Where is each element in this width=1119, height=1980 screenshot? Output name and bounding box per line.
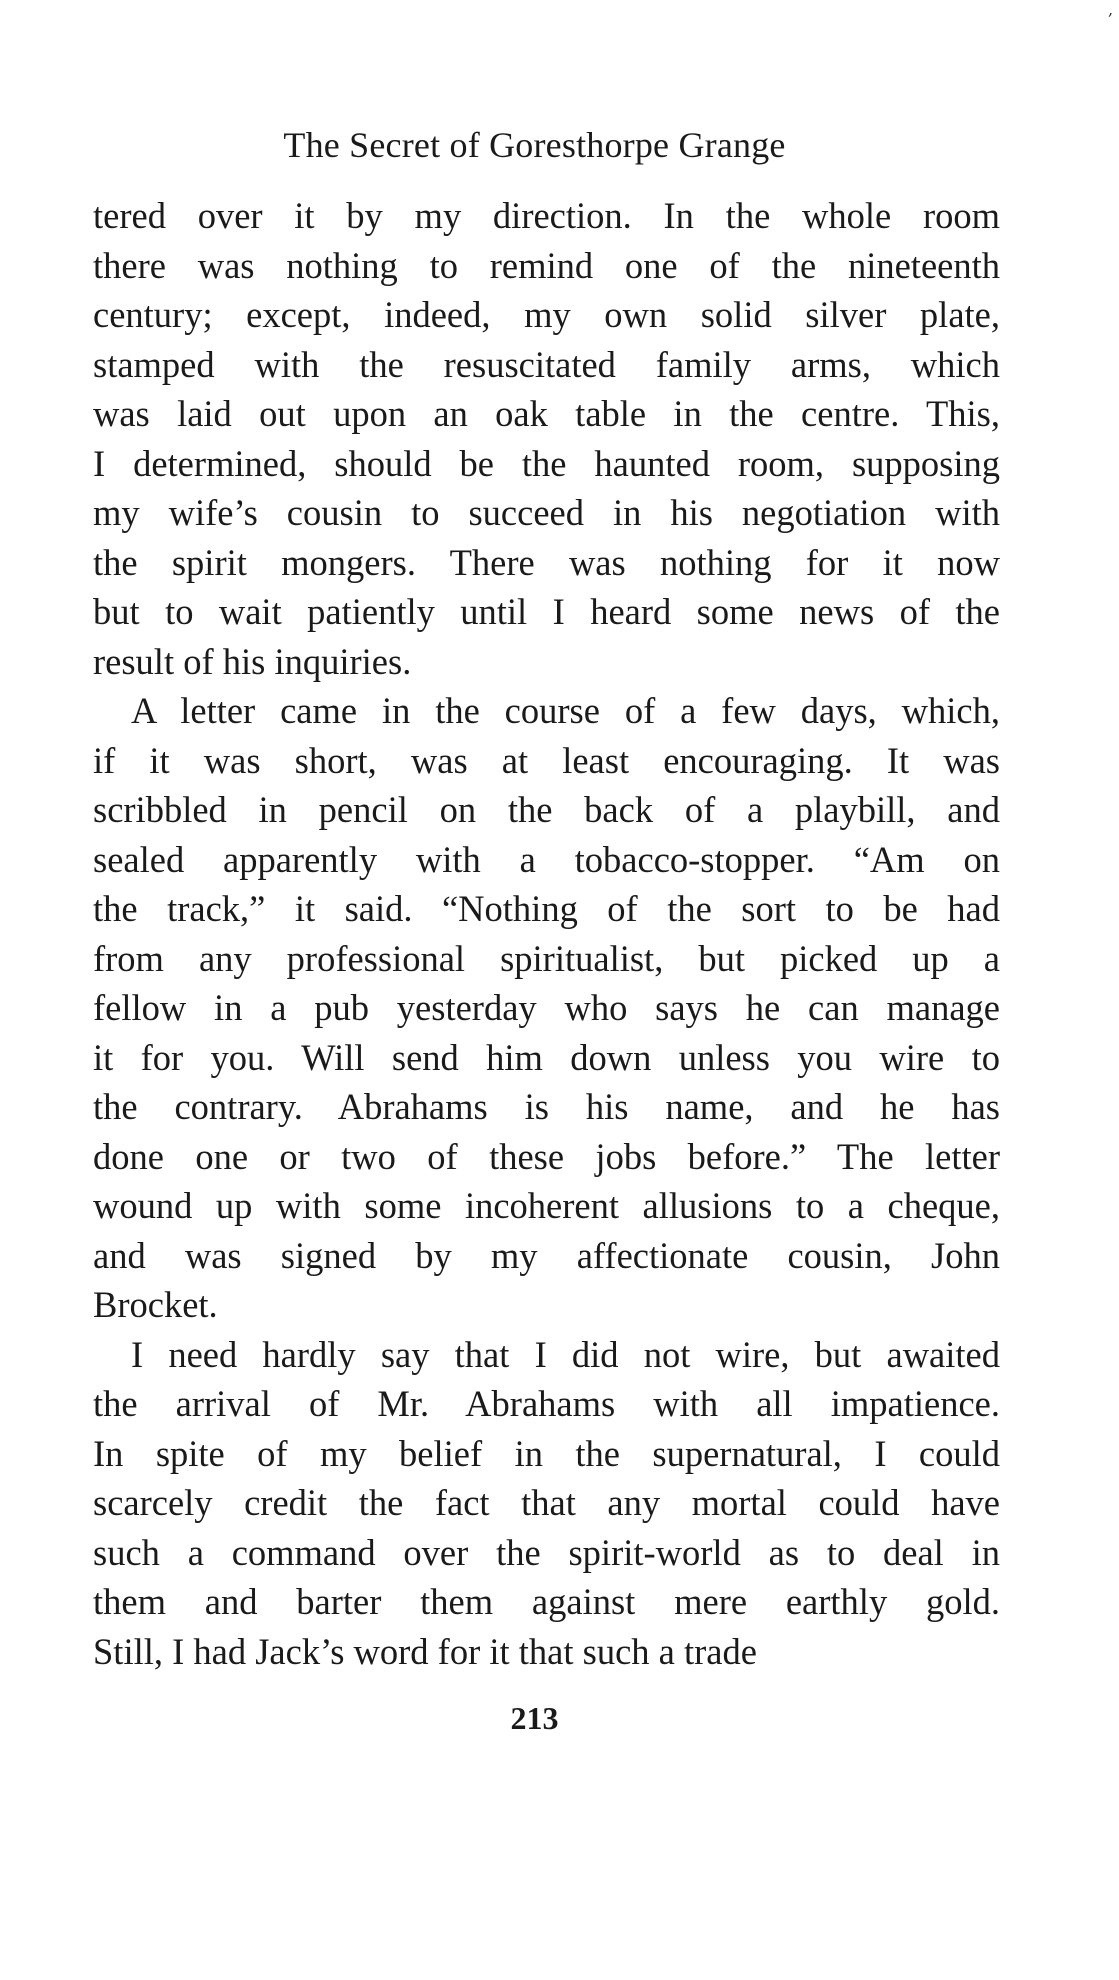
text-line: I need hardly say that I did not wire, but awaited — [131, 1333, 1000, 1375]
text-line: them and barter them against mere earthly gold. — [93, 1581, 1000, 1622]
text-line: tered over it by my direction. In the whole room — [93, 195, 1000, 236]
text-line: In spite of my belief in the supernatural, I could — [93, 1432, 1000, 1474]
text-line: the track,” it said. “Nothing of the sort to be had — [93, 888, 1000, 929]
text-line: Still, I had Jack’s word for it that such a trade — [93, 1630, 757, 1672]
text-line: there was nothing to remind one of the nineteenth — [93, 244, 1000, 286]
text-line: and was signed by my affectionate cousin, John — [93, 1234, 1000, 1276]
text-line: was laid out upon an oak table in the centre. This, — [93, 393, 1000, 434]
text-line: fellow in a pub yesterday who says he can manage — [93, 987, 1000, 1028]
text-line: if it was short, was at least encouraging. It was — [93, 739, 1000, 781]
text-line: the spirit mongers. There was nothing for it now — [93, 541, 1000, 583]
paragraph — [93, 191, 1000, 686]
text-line: A letter came in the course of a few days, which, — [131, 690, 1000, 731]
text-line: it for you. Will send him down unless you wire to — [93, 1036, 1000, 1078]
body-text — [93, 191, 1000, 1676]
text-line: done one or two of these jobs before.” The letter — [93, 1135, 1000, 1177]
text-line: century; except, indeed, my own solid silver plate, — [93, 294, 1000, 335]
text-line: result of his inquiries. — [93, 640, 412, 682]
scan-mark: , — [1108, 0, 1114, 19]
text-line: sealed apparently with a tobacco-stopper. “Am on — [93, 838, 1000, 880]
text-line: scarcely credit the fact that any mortal could have — [93, 1482, 1000, 1523]
paragraph — [93, 1330, 1000, 1677]
text-line: my wife’s cousin to succeed in his negotiation with — [93, 492, 1000, 533]
text-line: such a command over the spirit-world as to deal in — [93, 1531, 1000, 1573]
paragraph — [93, 686, 1000, 1330]
text-line: the contrary. Abrahams is his name, and he has — [93, 1086, 1000, 1127]
text-line: I determined, should be the haunted room, supposing — [93, 442, 1000, 484]
running-head: The Secret of Goresthorpe Grange — [283, 125, 786, 165]
text-line: but to wait patiently until I heard some news of the — [93, 591, 1000, 632]
text-line: stamped with the resuscitated family arms, which — [93, 343, 1000, 385]
text-line: Brocket. — [93, 1284, 218, 1325]
text-line: scribbled in pencil on the back of a playbill, and — [93, 789, 1000, 830]
text-line: the arrival of Mr. Abrahams with all impatience. — [93, 1383, 1000, 1424]
text-line: from any professional spiritualist, but picked up a — [93, 937, 1000, 979]
page-number: 213 — [510, 1700, 559, 1736]
text-line: wound up with some incoherent allusions to a cheque, — [93, 1185, 1000, 1226]
